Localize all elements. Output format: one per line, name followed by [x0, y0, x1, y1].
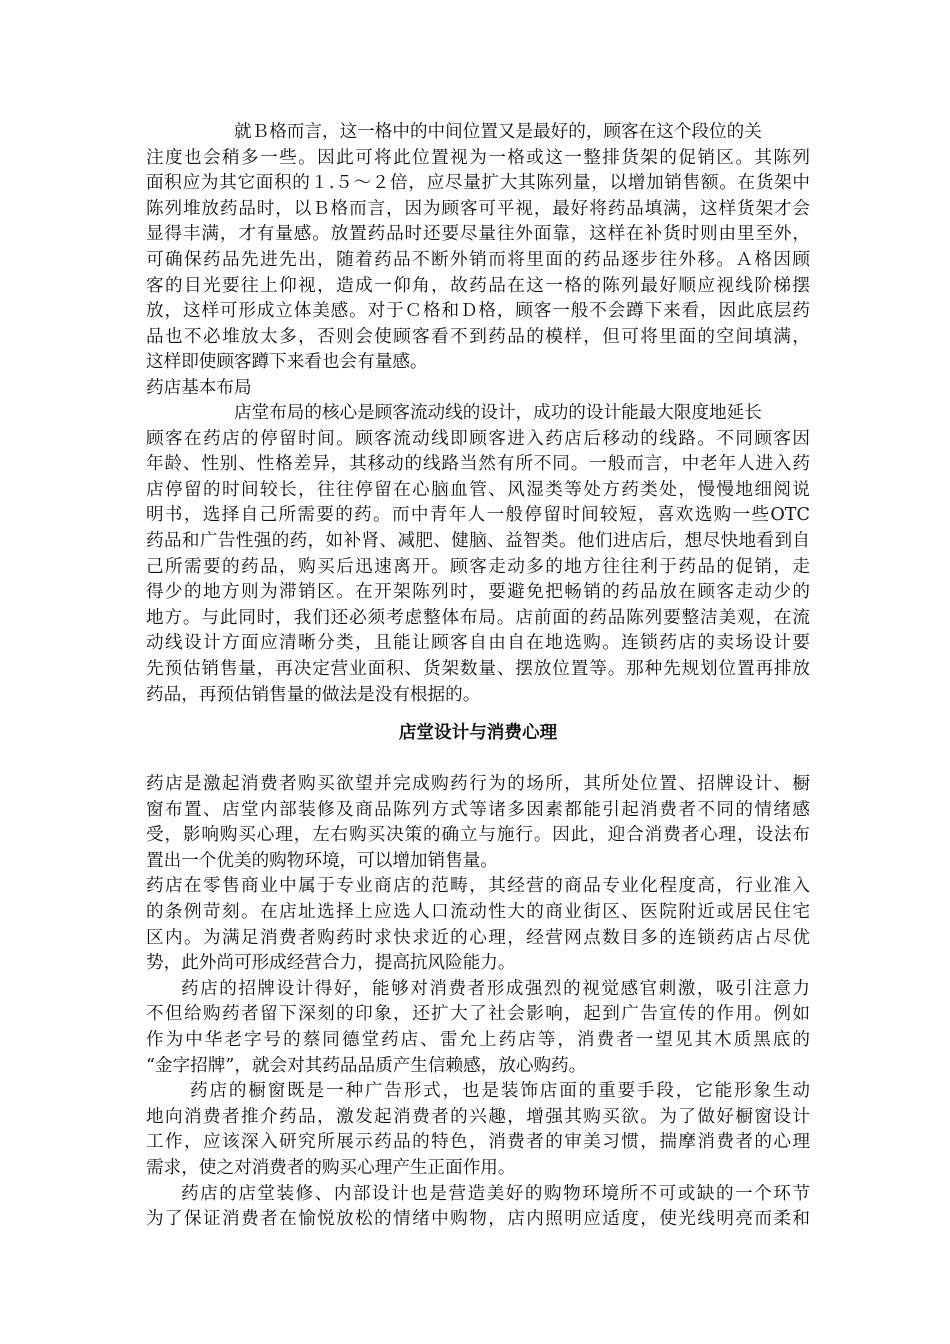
text-line: 受，影响购买心理，左右购买决策的确立与施行。因此，迎合消费者心理，设法布 — [146, 825, 810, 846]
text-line: 作为中华老字号的蔡同德堂药店、雷允上药店等，消费者一望见其木质黑底的 — [146, 1029, 810, 1050]
text-line: 显得丰满，才有量感。放置药品时还要尽量往外面靠，这样在补货时则由里至外， — [146, 224, 810, 245]
text-line: 为了保证消费者在愉悦放松的情绪中购物，店内照明应适度，使光线明亮而柔和 — [146, 1209, 810, 1230]
text-line: 窗布置、店堂内部装修及商品陈列方式等诸多因素都能引起消费者不同的情绪感 — [146, 799, 810, 820]
text-line: 注度也会稍多一些。因此可将此位置视为一格或这一整排货架的促销区。其陈列 — [146, 147, 810, 168]
paragraph — [146, 772, 810, 874]
text-line: 己所需要的药品，购买后迅速离开。顾客走动多的地方往往利于药品的促销，走 — [146, 556, 810, 577]
text-line: 店堂布局的核心是顾客流动线的设计，成功的设计能最大限度地延长 — [234, 403, 762, 423]
text-line: 不但给购药者留下深刻的印象，还扩大了社会影响，起到广告宣传的作用。例如 — [146, 1004, 810, 1025]
text-line: “金字招牌”，就会对其药品品质产生信赖感，放心购药。 — [146, 1055, 587, 1076]
text-line: 置出一个优美的购物环境，可以增加销售量。 — [146, 850, 498, 871]
section-title-basic-layout: 药店基本布局 — [146, 377, 252, 398]
text-line: 陈列堆放药品时，以Ｂ格而言，因为顾客可平视，最好将药品填满，这样货架才会 — [146, 198, 810, 219]
text-line: 得少的地方则为滞销区。在开架陈列时，要避免把畅销的药品放在顾客走动少的 — [146, 582, 810, 603]
text-line: 放，这样可形成立体美感。对于Ｃ格和Ｄ格，顾客一般不会蹲下来看，因此底层药 — [146, 301, 810, 322]
text-line: 动线设计方面应清晰分类，且能让顾客自由自在地选购。连锁药店的卖场设计要 — [146, 633, 810, 654]
text-line: 先预估销售量，再决定营业面积、货架数量、摆放位置等。那种先规划位置再排放 — [146, 658, 810, 679]
text-line: 品也不必堆放太多，否则会使顾客看不到药品的模样，但可将里面的空间填满， — [146, 326, 810, 347]
section-consumer-psychology — [146, 772, 810, 1233]
text-line: 年龄、性别、性格差异，其移动的线路当然有所不同。一般而言，中老年人进入药 — [146, 454, 810, 475]
paragraph — [146, 1079, 810, 1181]
text-line: 明书，选择自己所需要的药。而中青年人一般停留时间较短，喜欢选购一些OTC — [146, 505, 810, 526]
paragraph — [146, 1182, 810, 1233]
paragraph — [146, 977, 810, 1079]
paragraph — [146, 874, 810, 976]
text-line: 可确保药品先进先出，随着药品不断外销而将里面的药品逐步往外移。Ａ格因顾 — [146, 249, 810, 270]
text-line: 药品和广告性强的药，如补肾、减肥、健脑、益智类。他们进店后，想尽快地看到自 — [146, 530, 810, 551]
text-line: 客的目光要往上仰视，造成一仰角，故药品在这一格的陈列最好顺应视线阶梯摆 — [146, 275, 810, 296]
text-line: 这样即使顾客蹲下来看也会有量感。 — [146, 352, 428, 373]
text-line: 药店是激起消费者购买欲望并完成购药行为的场所，其所处位置、招牌设计、橱 — [146, 774, 810, 794]
text-line: 就Ｂ格而言，这一格中的中间位置又是最好的，顾客在这个段位的关 — [234, 122, 762, 142]
text-line: 的条例苛刻。在店址选择上应选人口流动性大的商业街区、医院附近或居民住宅 — [146, 901, 810, 922]
paragraph-shelf-display — [146, 120, 810, 402]
text-line: 地方。与此同时，我们还必须考虑整体布局。店前面的药品陈列要整洁美观，在流 — [146, 607, 810, 628]
text-line: 药店的店堂装修、内部设计也是营造美好的购物环境所不可或缺的一个环节 — [181, 1183, 810, 1204]
text-line: 势，此外尚可形成经营合力，提高抗风险能力。 — [146, 953, 516, 974]
text-line: 工作，应该深入研究所展示药品的特色，消费者的审美习惯，揣摩消费者的心理 — [146, 1132, 810, 1153]
text-line: 区内。为满足消费者购药时求快求近的心理，经营网点数目多的连锁药店占尽优 — [146, 927, 810, 948]
text-line: 顾客在药店的停留时间。顾客流动线即顾客进入药店后移动的线路。不同顾客因 — [146, 428, 810, 449]
text-line: 药店的橱窗既是一种广告形式，也是装饰店面的重要手段，它能形象生动 — [190, 1081, 810, 1102]
text-line: 地向消费者推介药品，激发起消费者的兴趣，增强其购买欲。为了做好橱窗设计 — [146, 1106, 810, 1127]
text-line: 药店的招牌设计得好，能够对消费者形成强烈的视觉感官刺激，吸引注意力 — [181, 978, 810, 999]
text-line: 需求，使之对消费者的购买心理产生正面作用。 — [146, 1157, 516, 1178]
text-line: 药品，再预估销售量的做法是没有根据的。 — [146, 684, 481, 705]
text-line: 面积应为其它面积的１.５～２倍，应尽量扩大其陈列量，以增加销售额。在货架中 — [146, 173, 810, 194]
text-line: 药店在零售商业中属于专业商店的范畴，其经营的商品专业化程度高，行业准入 — [146, 876, 810, 897]
text-line: 店停留的时间较长，往往停留在心脑血管、风湿类等处方药类处，慢慢地细阅说 — [146, 479, 810, 500]
section-heading: 店堂设计与消费心理 — [398, 723, 558, 743]
paragraph-store-layout — [146, 401, 810, 708]
